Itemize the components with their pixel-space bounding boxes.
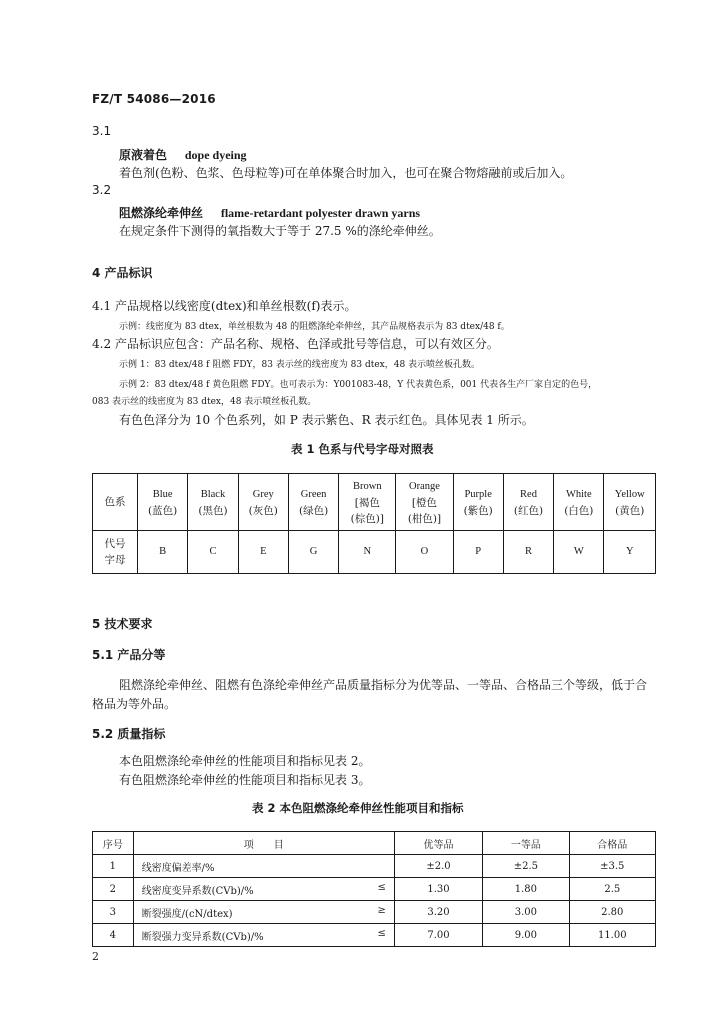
clause-5-2-text-b: 有色阻燃涤纶牵伸丝的性能项目和指标见表 3。 [119, 773, 371, 787]
table-header-cell: 代号 字母 [93, 531, 138, 574]
example-2-line-2: 083 表示丝的线密度为 83 dtex，48 表示喷丝板孔数。 [92, 397, 317, 407]
color-cell-red: Red (红色) [503, 474, 553, 531]
color-cell-white: White (白色) [554, 474, 604, 531]
clause-3-1-number: 3.1 [92, 124, 112, 138]
clause-3-2-term [119, 204, 420, 221]
clause-3-1-definition: 着色剂(色粉、色浆、色母粒等)可在单体聚合时加入，也可在聚合物熔融前或后加入。 [119, 166, 573, 180]
table-2-caption: 表 2 本色阻燃涤纶牵伸丝性能项目和指标 [252, 801, 464, 815]
row-item: 线密度变异系数(CVb)/% ≤ [133, 878, 394, 901]
term-cn: 阻燃涤纶牵伸丝 [119, 206, 204, 220]
clause-5-2-heading: 5.2 质量指标 [92, 727, 166, 741]
row-number: 3 [93, 901, 134, 924]
color-cell-blue: Blue (蓝色) [138, 474, 188, 531]
section-4-heading: 4 产品标识 [92, 266, 153, 280]
code-cell: C [188, 531, 238, 574]
code-cell: Y [604, 531, 656, 574]
row-number: 1 [93, 855, 134, 878]
clause-3-2-number: 3.2 [92, 183, 112, 197]
table-header-cell: 一等品 [483, 832, 569, 855]
grade-qualified: 2.5 [569, 878, 655, 901]
table-header-cell: 优等品 [394, 832, 482, 855]
grade-superior: 1.30 [394, 878, 482, 901]
example-2-line-1: 示例 2：83 dtex/48 f 黄色阻燃 FDY。也可表示为：Y001083-48，Y 代表黄色系，001 代表各生产厂家自定的色号， [119, 380, 598, 390]
clause-5-1-line-2: 格品为等外品。 [92, 697, 177, 711]
grade-first: 9.00 [483, 924, 569, 947]
clause-5-1-line-1: 阻燃涤纶牵伸丝、阻燃有色涤纶牵伸丝产品质量指标分为优等品、一等品、合格品三个等级，低于合 [119, 678, 648, 692]
example-1: 示例 1：83 dtex/48 f 阻燃 FDY，83 表示丝的线密度为 83 dtex，48 表示喷丝板孔数。 [119, 360, 481, 370]
color-cell-black: Black (黑色) [188, 474, 238, 531]
clause-3-1-term [119, 146, 247, 163]
code-cell: R [503, 531, 553, 574]
clause-4-2: 4.2 产品标识应包含：产品名称、规格、色泽或批号等信息，可以有效区分。 [92, 337, 499, 351]
code-cell: W [554, 531, 604, 574]
term-en: dope dyeing [184, 148, 247, 162]
color-cell-brown: Brown [褐色 (棕色)] [339, 474, 396, 531]
clause-5-2-text-a: 本色阻燃涤纶牵伸丝的性能项目和指标见表 2。 [119, 754, 371, 768]
color-series-note: 有色色泽分为 10 个色系列，如 P 表示紫色、R 表示红色。具体见表 1 所示。 [119, 413, 534, 427]
table-row [93, 924, 656, 947]
color-cell-grey: Grey (灰色) [238, 474, 288, 531]
table-header-row [93, 832, 656, 855]
clause-4-1: 4.1 产品规格以线密度(dtex)和单丝根数(f)表示。 [92, 299, 357, 313]
term-cn: 原液着色 [119, 148, 168, 162]
row-item: 断裂强力变异系数(CVb)/% ≤ [133, 924, 394, 947]
term-en: flame-retardant polyester drawn yarns [220, 206, 421, 220]
table-row [93, 901, 656, 924]
row-number: 4 [93, 924, 134, 947]
table-row [93, 474, 656, 531]
section-5-heading: 5 技术要求 [92, 617, 153, 631]
table-row [93, 878, 656, 901]
color-code-table [92, 473, 656, 574]
code-cell: O [396, 531, 453, 574]
standard-number: FZ/T 54086—2016 [92, 92, 216, 106]
grade-first: 1.80 [483, 878, 569, 901]
code-cell: P [453, 531, 503, 574]
grade-superior: 7.00 [394, 924, 482, 947]
color-cell-green: Green (绿色) [288, 474, 338, 531]
example-4-1: 示例：线密度为 83 dtex，单丝根数为 48 的阻燃涤纶牵伸丝，其产品规格表示为 83 dtex/48 f。 [119, 322, 510, 332]
color-cell-purple: Purple (紫色) [453, 474, 503, 531]
grade-qualified: 11.00 [569, 924, 655, 947]
table-header-cell: 色系 [93, 474, 138, 531]
grade-qualified: ±3.5 [569, 855, 655, 878]
color-cell-yellow: Yellow (黄色) [604, 474, 656, 531]
table-header-cell: 合格品 [569, 832, 655, 855]
table-header-cell: 序号 [93, 832, 134, 855]
row-number: 2 [93, 878, 134, 901]
code-cell: G [288, 531, 338, 574]
table-1-caption: 表 1 色系与代号字母对照表 [291, 442, 434, 456]
table-row [93, 531, 656, 574]
grade-superior: 3.20 [394, 901, 482, 924]
property-table [92, 831, 656, 947]
grade-first: 3.00 [483, 901, 569, 924]
table-header-cell: 项 目 [133, 832, 394, 855]
code-cell: N [339, 531, 396, 574]
code-cell: E [238, 531, 288, 574]
grade-first: ±2.5 [483, 855, 569, 878]
code-cell: B [138, 531, 188, 574]
clause-3-2-definition: 在规定条件下测得的氧指数大于等于 27.5 %的涤纶牵伸丝。 [119, 224, 441, 238]
page-number: 2 [92, 950, 99, 963]
clause-5-1-heading: 5.1 产品分等 [92, 648, 166, 662]
row-item: 断裂强度/(cN/dtex) ≥ [133, 901, 394, 924]
grade-superior: ±2.0 [394, 855, 482, 878]
grade-qualified: 2.80 [569, 901, 655, 924]
table-row [93, 855, 656, 878]
color-cell-orange: Orange [橙色 (柑色)] [396, 474, 453, 531]
row-item: 线密度偏差率/% [133, 855, 394, 878]
